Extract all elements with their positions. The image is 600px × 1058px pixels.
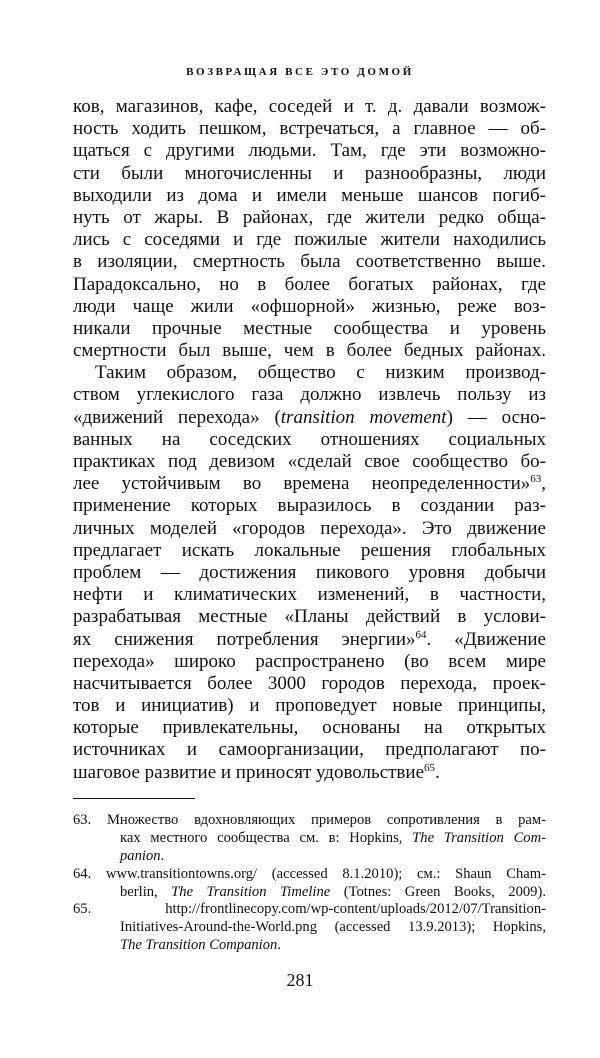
text-run: личных моделей «городов перехода». Это движение — [73, 517, 546, 539]
text-run: которые привлекательны, основаны на открытых — [73, 717, 546, 739]
text-line — [73, 118, 546, 140]
text-run: . — [435, 761, 440, 783]
text-run: шаговое развитие и приносят удовольствие — [73, 761, 425, 783]
text-run: . — [160, 847, 165, 864]
text-run: в изоляции, смертность была соответственно выше. — [73, 251, 546, 273]
text-run: щаться с другими людьми. Там, где эти возможно- — [73, 140, 546, 162]
text-run: выходили из дома и имели меньше шансов погиб- — [73, 184, 546, 206]
text-line — [73, 296, 546, 318]
footnote-ref: 63 — [530, 473, 542, 486]
text-line — [73, 673, 546, 695]
footnote-divider — [73, 798, 195, 799]
text-run: нуть от жары. В районах, где жители редко обща- — [73, 206, 546, 228]
text-line — [73, 274, 546, 296]
text-line — [73, 651, 546, 673]
text-line — [73, 562, 546, 584]
text-run: ях снижения потребления энергии» — [73, 628, 416, 650]
footnote-line — [73, 937, 546, 955]
italic-run: panion — [120, 847, 161, 864]
text-line — [73, 140, 546, 162]
text-line — [73, 584, 546, 606]
text-run: 63. Множество вдохновляющих примеров сопротивления в рам- — [73, 812, 546, 828]
text-run: ством углекислого газа должно извлечь пользу из — [73, 384, 546, 406]
text-run: лее устойчивым во времена неопределенности» — [73, 473, 531, 495]
text-run: люди чаще жили «офшорной» жизнью, реже воз- — [73, 295, 546, 317]
text-line — [73, 362, 546, 384]
footnote-ref: 64 — [415, 628, 427, 641]
page-number: 281 — [286, 970, 314, 990]
text-run: , — [541, 473, 546, 495]
text-run: насчитывается более 3000 городов перехода, проек- — [73, 672, 546, 694]
text-line — [73, 96, 546, 118]
text-line — [73, 495, 546, 517]
text-run: Initiatives-Around-the-World.png (accessed 13.9.2013); Hopkins, — [120, 919, 546, 936]
text-run: сти были многочисленны и разнообразны, люди — [73, 162, 546, 184]
text-run: никали прочные местные сообщества и уровень — [73, 317, 546, 339]
text-run: ) — осно- — [446, 406, 546, 428]
text-run: ность ходить пешком, встречаться, а главное — об- — [73, 118, 546, 140]
text-line — [73, 717, 546, 739]
text-run: применение которых выразилось в создании раз- — [73, 495, 546, 517]
text-line — [73, 429, 546, 451]
text-line — [73, 207, 546, 229]
footnote-line — [73, 919, 546, 937]
text-run: источниках и самоорганизации, предполагают по- — [73, 739, 546, 761]
italic-run: The Transition Companion — [120, 937, 278, 954]
text-run: тов и инициатив) и проповедует новые принципы, — [73, 695, 546, 717]
footnote-line — [73, 812, 546, 830]
text-run: лись с соседями и где пожилые жители находились — [73, 229, 546, 251]
text-line — [73, 318, 546, 340]
text-run: перехода» широко распространено (во всем мире — [73, 650, 546, 672]
text-line — [73, 695, 546, 717]
text-run: ках местного сообщества см. в: Hopkins, — [120, 829, 413, 846]
text-line — [73, 229, 546, 251]
body-text — [73, 96, 546, 784]
footnote-line — [73, 830, 546, 848]
running-head: ВОЗВРАЩАЯ ВСЕ ЭТО ДОМОЙ — [186, 66, 414, 78]
text-run: . — [277, 937, 281, 954]
text-line — [73, 407, 546, 429]
text-run: Таким образом, общество с низким производ- — [95, 362, 546, 384]
text-line — [73, 340, 546, 362]
footnotes — [73, 812, 546, 955]
footnote-line — [73, 848, 546, 866]
text-line — [73, 518, 546, 540]
text-line — [73, 163, 546, 185]
text-run: нефти и климатических изменений, в частности, — [73, 584, 546, 606]
text-run: смертности был выше, чем в более бедных районах. — [73, 340, 546, 362]
text-run: предлагает искать локальные решения глобальных — [73, 539, 546, 561]
italic-run: transition movement — [280, 406, 447, 428]
text-line — [73, 762, 546, 784]
text-line — [73, 606, 546, 628]
footnote-line — [73, 901, 546, 919]
text-run: разрабатывая местные «Планы действий в услови- — [73, 606, 546, 628]
footnote-line — [73, 866, 546, 884]
text-run: проблем — достижения пикового уровня добычи — [73, 561, 546, 583]
text-run: практиках под девизом «сделай свое сообщество бо- — [73, 451, 546, 472]
text-run: ков, магазинов, кафе, соседей и т. д. давали возмож- — [73, 96, 546, 117]
text-run: 64. www.transitiontowns.org/ (accessed 8.1.2010); см.: Shaun Cham- — [73, 865, 546, 882]
text-run: . «Движение — [426, 628, 546, 650]
text-run: ванных на соседских отношениях социальных — [73, 428, 546, 450]
text-line — [73, 251, 546, 273]
text-run: 65. http://frontlinecopy.com/wp-content/uploads/2012/07/Transition- — [73, 901, 546, 918]
text-line — [73, 739, 546, 761]
text-run: (Totnes: Green Books, 2009). — [330, 883, 546, 900]
text-run: «движений перехода» ( — [73, 406, 281, 428]
footnote-ref: 65 — [424, 761, 436, 774]
footnote-line — [73, 884, 546, 902]
italic-run: The Transition Com- — [412, 829, 547, 846]
text-run: berlin, — [120, 883, 172, 900]
text-line — [73, 451, 546, 473]
text-line — [73, 185, 546, 207]
text-run: Парадоксально, но в более богатых районах, где — [73, 273, 546, 295]
text-line — [73, 629, 546, 651]
italic-run: The Transition Timeline — [171, 883, 331, 900]
text-line — [73, 473, 546, 495]
text-line — [73, 384, 546, 406]
text-line — [73, 540, 546, 562]
